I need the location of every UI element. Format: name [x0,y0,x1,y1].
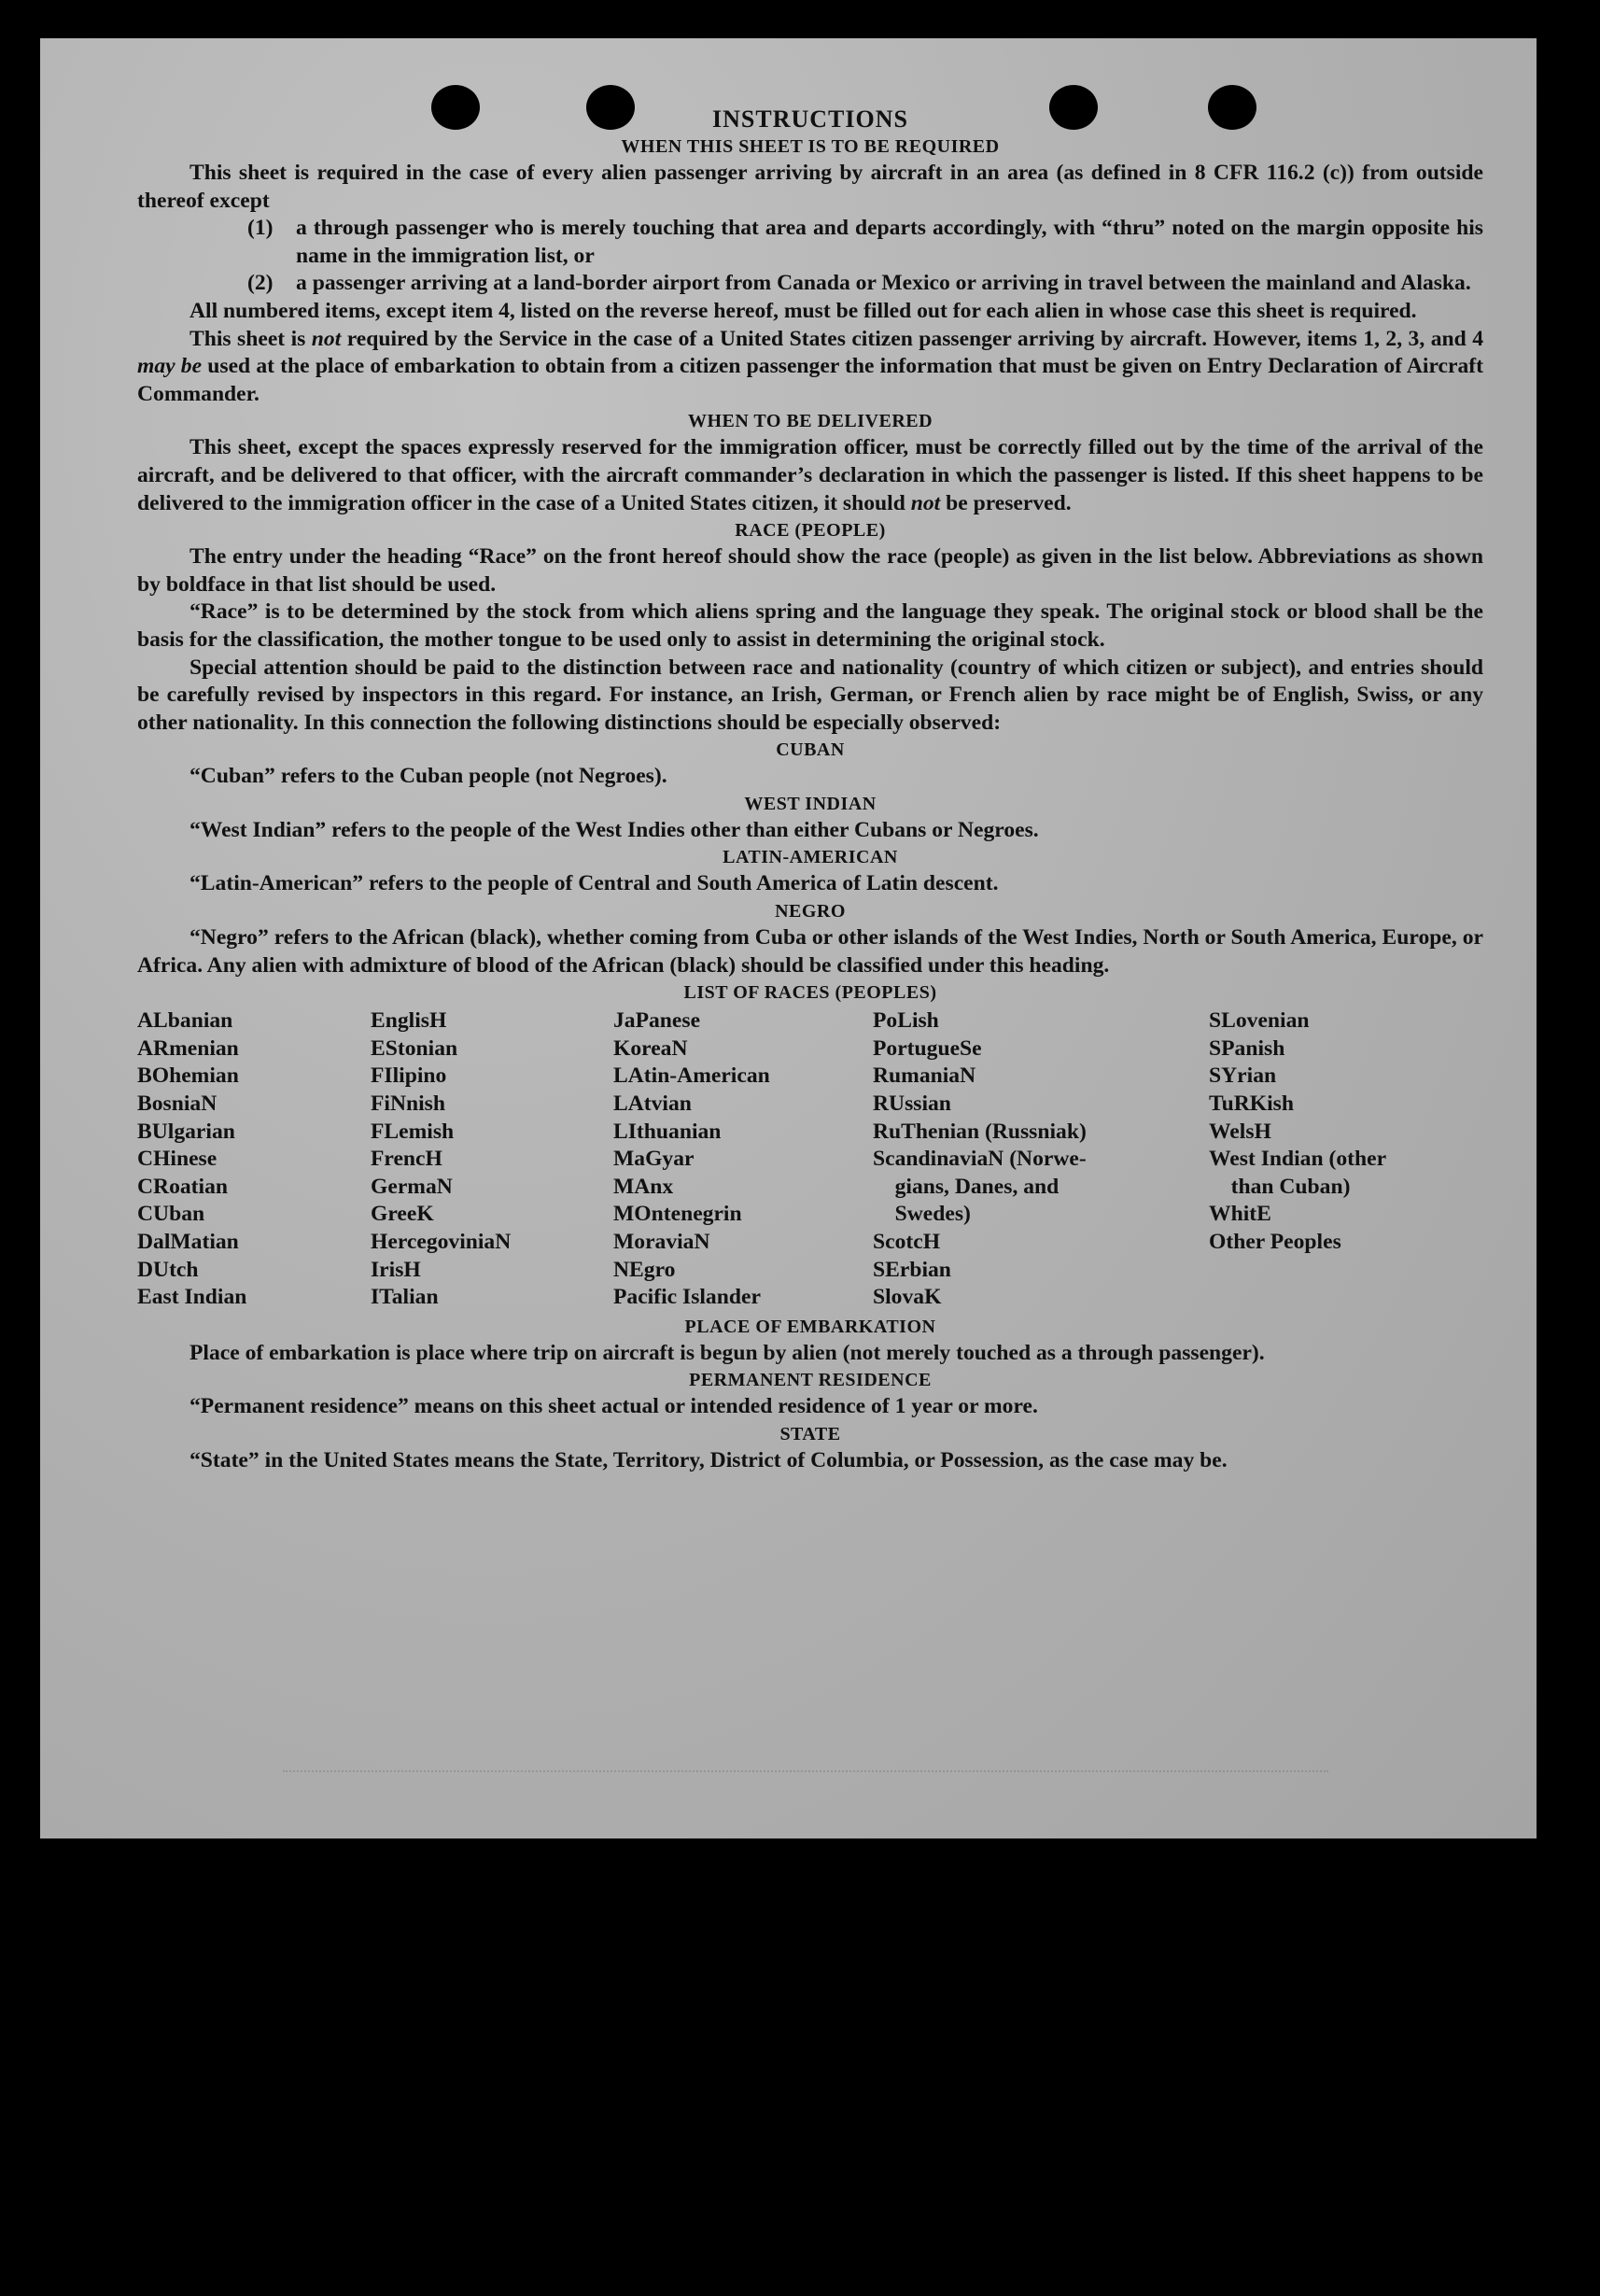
para-race-1: The entry under the heading “Race” on the front hereof should show the race (people) as given in the list below. Abbreviations as shown by boldface in that list should be used. [137,544,1483,597]
document-sheet [40,38,1537,1838]
heading-state: STATE [779,1423,841,1444]
text-run: used at the place of embarkation to obtain from a citizen passenger the information that must be given on Entry Declaration of Aircraft Commander. [137,354,1483,406]
race-entry: ScandinaviaN (Norwe- [873,1147,1087,1172]
race-entry: ARmenian [137,1035,239,1061]
race-entry: LIthuanian [613,1119,722,1144]
race-entry: Other Peoples [1209,1230,1341,1254]
para-cuban: “Cuban” refers to the Cuban people (not Negroes). [189,764,667,789]
races-column [371,1007,613,1312]
item-number: (2) [247,271,274,296]
race-entry: MaGyar [613,1147,695,1172]
race-entry: MOntenegrin [613,1202,742,1227]
heading-cuban: CUBAN [776,740,845,761]
race-entry: EnglisH [371,1008,447,1034]
race-entry: HercegoviniaN [371,1230,512,1254]
heading-embarkation: PLACE OF EMBARKATION [684,1316,936,1337]
para-race-3: Special attention should be paid to the distinction between race and nationality (country of which citizen or subject), and entries should be carefully revised by inspectors in this regard. For instance, an Irish, German, or French alien by race might be of English, Swiss, or any other nationality. In this connection the following distinctions should be especially observed: [137,655,1483,735]
heading-when-delivered: WHEN TO BE DELIVERED [687,411,933,432]
race-entry: RuThenian (Russniak) [873,1119,1087,1144]
race-entry: FIlipino [371,1063,447,1089]
race-entry: West Indian (other [1209,1147,1387,1172]
para-citizen [137,326,1483,409]
heading-permanent-residence: PERMANENT RESIDENCE [689,1370,932,1391]
para-embarkation: Place of embarkation is place where trip on aircraft is begun by alien (not merely touched as a through passenger). [189,1340,1265,1365]
para-when-required-intro: This sheet is required in the case of every alien passenger arriving by aircraft in an area (as defined in 8 CFR 116.2 (c)) from outside thereof except [137,161,1483,213]
race-entry: NEgro [613,1257,676,1282]
heading-latin-american: LATIN-AMERICAN [723,847,898,868]
race-entry: SPanish [1209,1035,1285,1061]
race-entry: PortugueSe [873,1035,982,1061]
race-entry: ScotcH [873,1230,941,1254]
race-entry: WelsH [1209,1119,1271,1144]
page-title: INSTRUCTIONS [712,106,908,133]
races-column [137,1007,371,1312]
races-column [613,1007,873,1312]
text-run: This sheet, except the spaces expressly reserved for the immigration officer, must be correctly filled out by the time of the arrival of the aircraft, and be delivered to that officer, with the aircraft commander’s declaration in which the passenger is listed. If this sheet happens to be delivered to the immigration officer in the case of a United States citizen, it should [137,435,1483,515]
race-entry: BosniaN [137,1092,218,1117]
race-entry: ITalian [371,1285,439,1310]
race-entry: SlovaK [873,1285,942,1310]
race-entry: PoLish [873,1008,939,1034]
race-entry: SErbian [873,1257,951,1282]
heading-west-indian: WEST INDIAN [744,793,877,814]
text-run: This sheet is [189,326,312,351]
race-entry: EStonian [371,1035,458,1061]
race-entry: CRoatian [137,1174,229,1199]
list-item [247,215,1483,270]
race-entry: DUtch [137,1257,199,1282]
race-entry: LAtin-American [613,1063,770,1089]
race-entry: RUssian [873,1092,951,1117]
race-entry: than Cuban) [1209,1174,1351,1199]
race-entry: KoreaN [613,1035,688,1061]
faded-footer-mark [283,1770,1328,1800]
race-entry: East Indian [137,1285,247,1310]
race-entry: GreeK [371,1202,434,1227]
race-entry: SYrian [1209,1063,1277,1089]
para-permanent-residence: “Permanent residence” means on this sheet actual or intended residence of 1 year or more. [189,1394,1038,1419]
race-entry: GermaN [371,1174,453,1199]
race-entry: ALbanian [137,1008,233,1034]
race-entry: FLemish [371,1119,455,1144]
race-entry: JaPanese [613,1008,701,1034]
race-entry: FrencH [371,1147,442,1172]
race-entry: MAnx [613,1174,674,1199]
text-run: be preserved. [940,490,1072,515]
race-entry: WhitE [1209,1202,1271,1227]
race-entry: Pacific Islander [613,1285,761,1310]
para-negro: “Negro” refers to the African (black), whether coming from Cuba or other islands of the West Indies, North or South America, Europe, or Africa. Any alien with admixture of blood of the African (black) should be classified under this heading. [137,925,1483,978]
para-race-2: “Race” is to be determined by the stock from which aliens spring and the language they speak. The original stock or blood shall be the basis for the classification, the mother tongue to be used only to assist in determining the original stock. [137,599,1483,652]
races-column [1209,1007,1483,1312]
text-run: required by the Service in the case of a United States citizen passenger arriving by aircraft. However, items 1, 2, 3, and 4 [341,326,1483,351]
item-text: a passenger arriving at a land-border airport from Canada or Mexico or arriving in travel between the mainland and Alaska. [296,271,1471,296]
race-entry: BUlgarian [137,1119,235,1144]
race-entry: MoraviaN [613,1230,710,1254]
race-entry: gians, Danes, and [873,1174,1060,1199]
heading-negro: NEGRO [775,901,846,923]
heading-when-required: WHEN THIS SHEET IS TO BE REQUIRED [621,136,1000,157]
para-latin-american: “Latin-American” refers to the people of Central and South America of Latin descent. [189,871,999,896]
race-entry: CUban [137,1202,205,1227]
para-when-delivered [137,434,1483,517]
race-entry: CHinese [137,1147,218,1172]
para-state: “State” in the United States means the State, Territory, District of Columbia, or Possession, as the case may be. [189,1447,1228,1472]
race-entry: DalMatian [137,1230,239,1254]
emphasis: may be [137,354,203,379]
race-entry: IrisH [371,1257,421,1282]
emphasis: not [910,490,941,515]
race-entry: LAtvian [613,1092,692,1117]
race-entry: FiNnish [371,1092,445,1117]
para-west-indian: “West Indian” refers to the people of the West Indies other than either Cubans or Negroes. [189,817,1039,842]
race-entry: RumaniaN [873,1063,976,1089]
emphasis: not [311,326,342,351]
para-numbered-items: All numbered items, except item 4, listed on the reverse hereof, must be filled out for each alien in whose case this sheet is required. [189,298,1417,323]
races-column [873,1007,1209,1312]
document-body [137,106,1483,1475]
races-list [137,1007,1483,1312]
race-entry: TuRKish [1209,1092,1294,1117]
race-entry: Swedes) [873,1202,971,1227]
race-entry: SLovenian [1209,1008,1310,1034]
item-number: (1) [247,216,274,241]
item-text: a through passenger who is merely touching that area and departs accordingly, with “thru” noted on the margin opposite his name in the immigration list, or [296,216,1483,268]
list-item [247,270,1483,298]
race-entry: BOhemian [137,1063,239,1089]
heading-list-of-races: LIST OF RACES (PEOPLES) [683,982,937,1004]
heading-race: RACE (PEOPLE) [735,520,886,542]
